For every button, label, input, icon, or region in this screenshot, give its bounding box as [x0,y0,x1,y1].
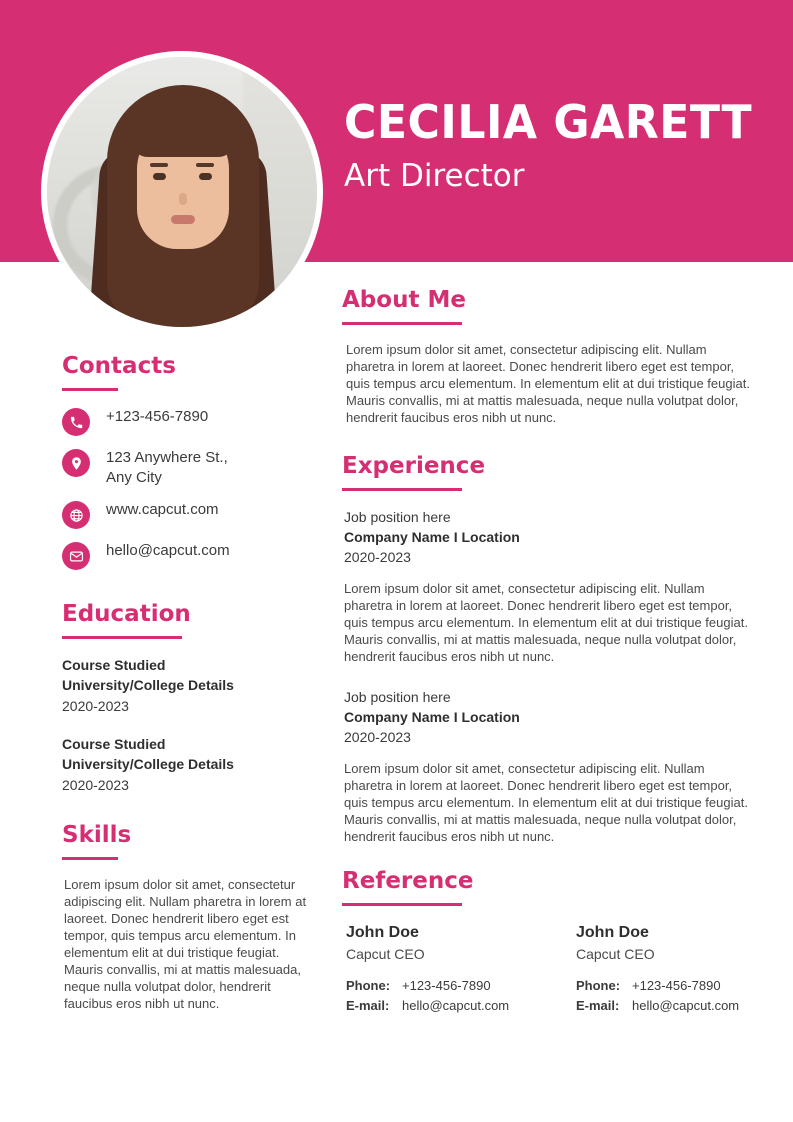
section-rule [342,903,462,906]
education-section [62,600,312,795]
section-rule [342,322,462,325]
experience-description: Lorem ipsum dolor sit amet, consectetur adipiscing elit. Nullam pharetra in lorem at laoreet. Donec hendrerit libero eget est tempor, quis tempus arcu elementum. In elementum elit at dui tristique feugiat. Mauris convallis, mi at mattis malesuada, neque nulla volutpat dolor, hendrerit faucibus eros nibh ut nunc. [344,761,748,844]
reference-grid [342,922,752,1016]
section-rule [342,488,462,491]
reference-phone-row [576,976,748,996]
experience-position: Job position here [344,509,451,525]
skills-section [62,821,312,1012]
list-item [576,922,748,1016]
experience-dates: 2020-2023 [344,549,411,565]
experience-company: Company Name I Location [344,709,520,725]
about-section [342,286,752,426]
section-title-education: Education [62,601,191,627]
section-rule [62,388,118,391]
portrait-mouth [171,215,195,224]
job-title: Art Director [344,158,525,194]
avatar [47,57,317,327]
section-rule [62,857,118,860]
main-content [342,286,752,1016]
contact-address [106,448,228,488]
contact-address-line1: 123 Anywhere St., [106,449,228,466]
list-item [342,507,752,665]
contact-address-line2: Any City [106,469,162,486]
reference-email-label: E-mail: [346,998,390,1013]
contact-website: www.capcut.com [106,501,219,518]
reference-email-value: hello@capcut.com [402,998,510,1013]
phone-icon [62,408,90,436]
section-title-experience: Experience [342,453,486,479]
reference-role: Capcut CEO [346,946,425,962]
education-school: University/College Details [62,677,234,693]
list-item [342,687,752,845]
list-item[interactable] [62,500,312,529]
section-title-about: About Me [342,287,466,313]
experience-dates: 2020-2023 [344,729,411,745]
list-item[interactable] [62,541,312,570]
education-dates: 2020-2023 [62,698,129,714]
portrait-eye-right [199,173,212,180]
contact-email: hello@capcut.com [106,542,230,559]
page-title: CECILIA GARETT [344,95,753,149]
experience-company: Company Name I Location [344,529,520,545]
portrait-eye-left [153,173,166,180]
reference-phone-row [346,976,518,996]
reference-phone-value: +123-456-7890 [632,978,721,993]
experience-description: Lorem ipsum dolor sit amet, consectetur adipiscing elit. Nullam pharetra in lorem at laoreet. Donec hendrerit libero eget est tempor, quis tempus arcu elementum. In elementum elit at dui tristique feugiat. Mauris convallis, mi at mattis malesuada, neque nulla volutpat dolor, hendrerit faucibus eros nibh ut nunc. [344,581,748,664]
reference-phone-value: +123-456-7890 [402,978,491,993]
location-pin-icon [62,449,90,477]
sidebar [62,352,312,1025]
contact-phone: +123-456-7890 [106,408,209,425]
reference-section [342,867,752,1016]
list-item [62,655,312,716]
list-item [346,922,518,1016]
education-dates: 2020-2023 [62,777,129,793]
reference-email-value: hello@capcut.com [632,998,740,1013]
list-item[interactable] [62,407,312,436]
reference-email-row [576,996,748,1016]
experience-position: Job position here [344,689,451,705]
list-item [62,734,312,795]
reference-name: John Doe [346,924,419,941]
list-item[interactable] [62,448,312,488]
reference-email-row [346,996,518,1016]
contact-list [62,407,312,570]
header-text-block [344,96,764,196]
reference-name: John Doe [576,924,649,941]
reference-role: Capcut CEO [576,946,655,962]
about-text: Lorem ipsum dolor sit amet, consectetur adipiscing elit. Nullam pharetra in lorem at laoreet. Donec hendrerit libero eget est tempor, quis tempus arcu elementum. In elementum elit at dui tristique feugiat. Mauris convallis, mi at mattis malesuada, neque nulla volutpat dolor, hendrerit faucibus eros nibh ut nunc. [346,342,750,425]
reference-phone-label: Phone: [346,978,391,993]
section-title-skills: Skills [62,822,132,848]
portrait-nose [179,193,187,205]
skills-text: Lorem ipsum dolor sit amet, consectetur adipiscing elit. Nullam pharetra in lorem at laoreet. Donec hendrerit libero eget est tempor, quis tempus arcu elementum. In elementum elit at dui tristique feugiat. Mauris convallis, mi at mattis malesuada, neque nulla volutpat dolor, hendrerit faucibus eros nibh ut nunc. [64,877,307,1011]
portrait-brow-right [196,163,214,167]
section-title-reference: Reference [342,868,474,894]
reference-email-label: E-mail: [576,998,620,1013]
section-rule [62,636,182,639]
portrait-fringe [131,111,235,157]
portrait-brow-left [150,163,168,167]
education-course: Course Studied [62,736,166,752]
education-course: Course Studied [62,657,166,673]
experience-section [342,452,752,845]
education-school: University/College Details [62,756,234,772]
globe-icon [62,501,90,529]
section-title-contacts: Contacts [62,353,176,379]
envelope-icon [62,542,90,570]
reference-phone-label: Phone: [576,978,621,993]
